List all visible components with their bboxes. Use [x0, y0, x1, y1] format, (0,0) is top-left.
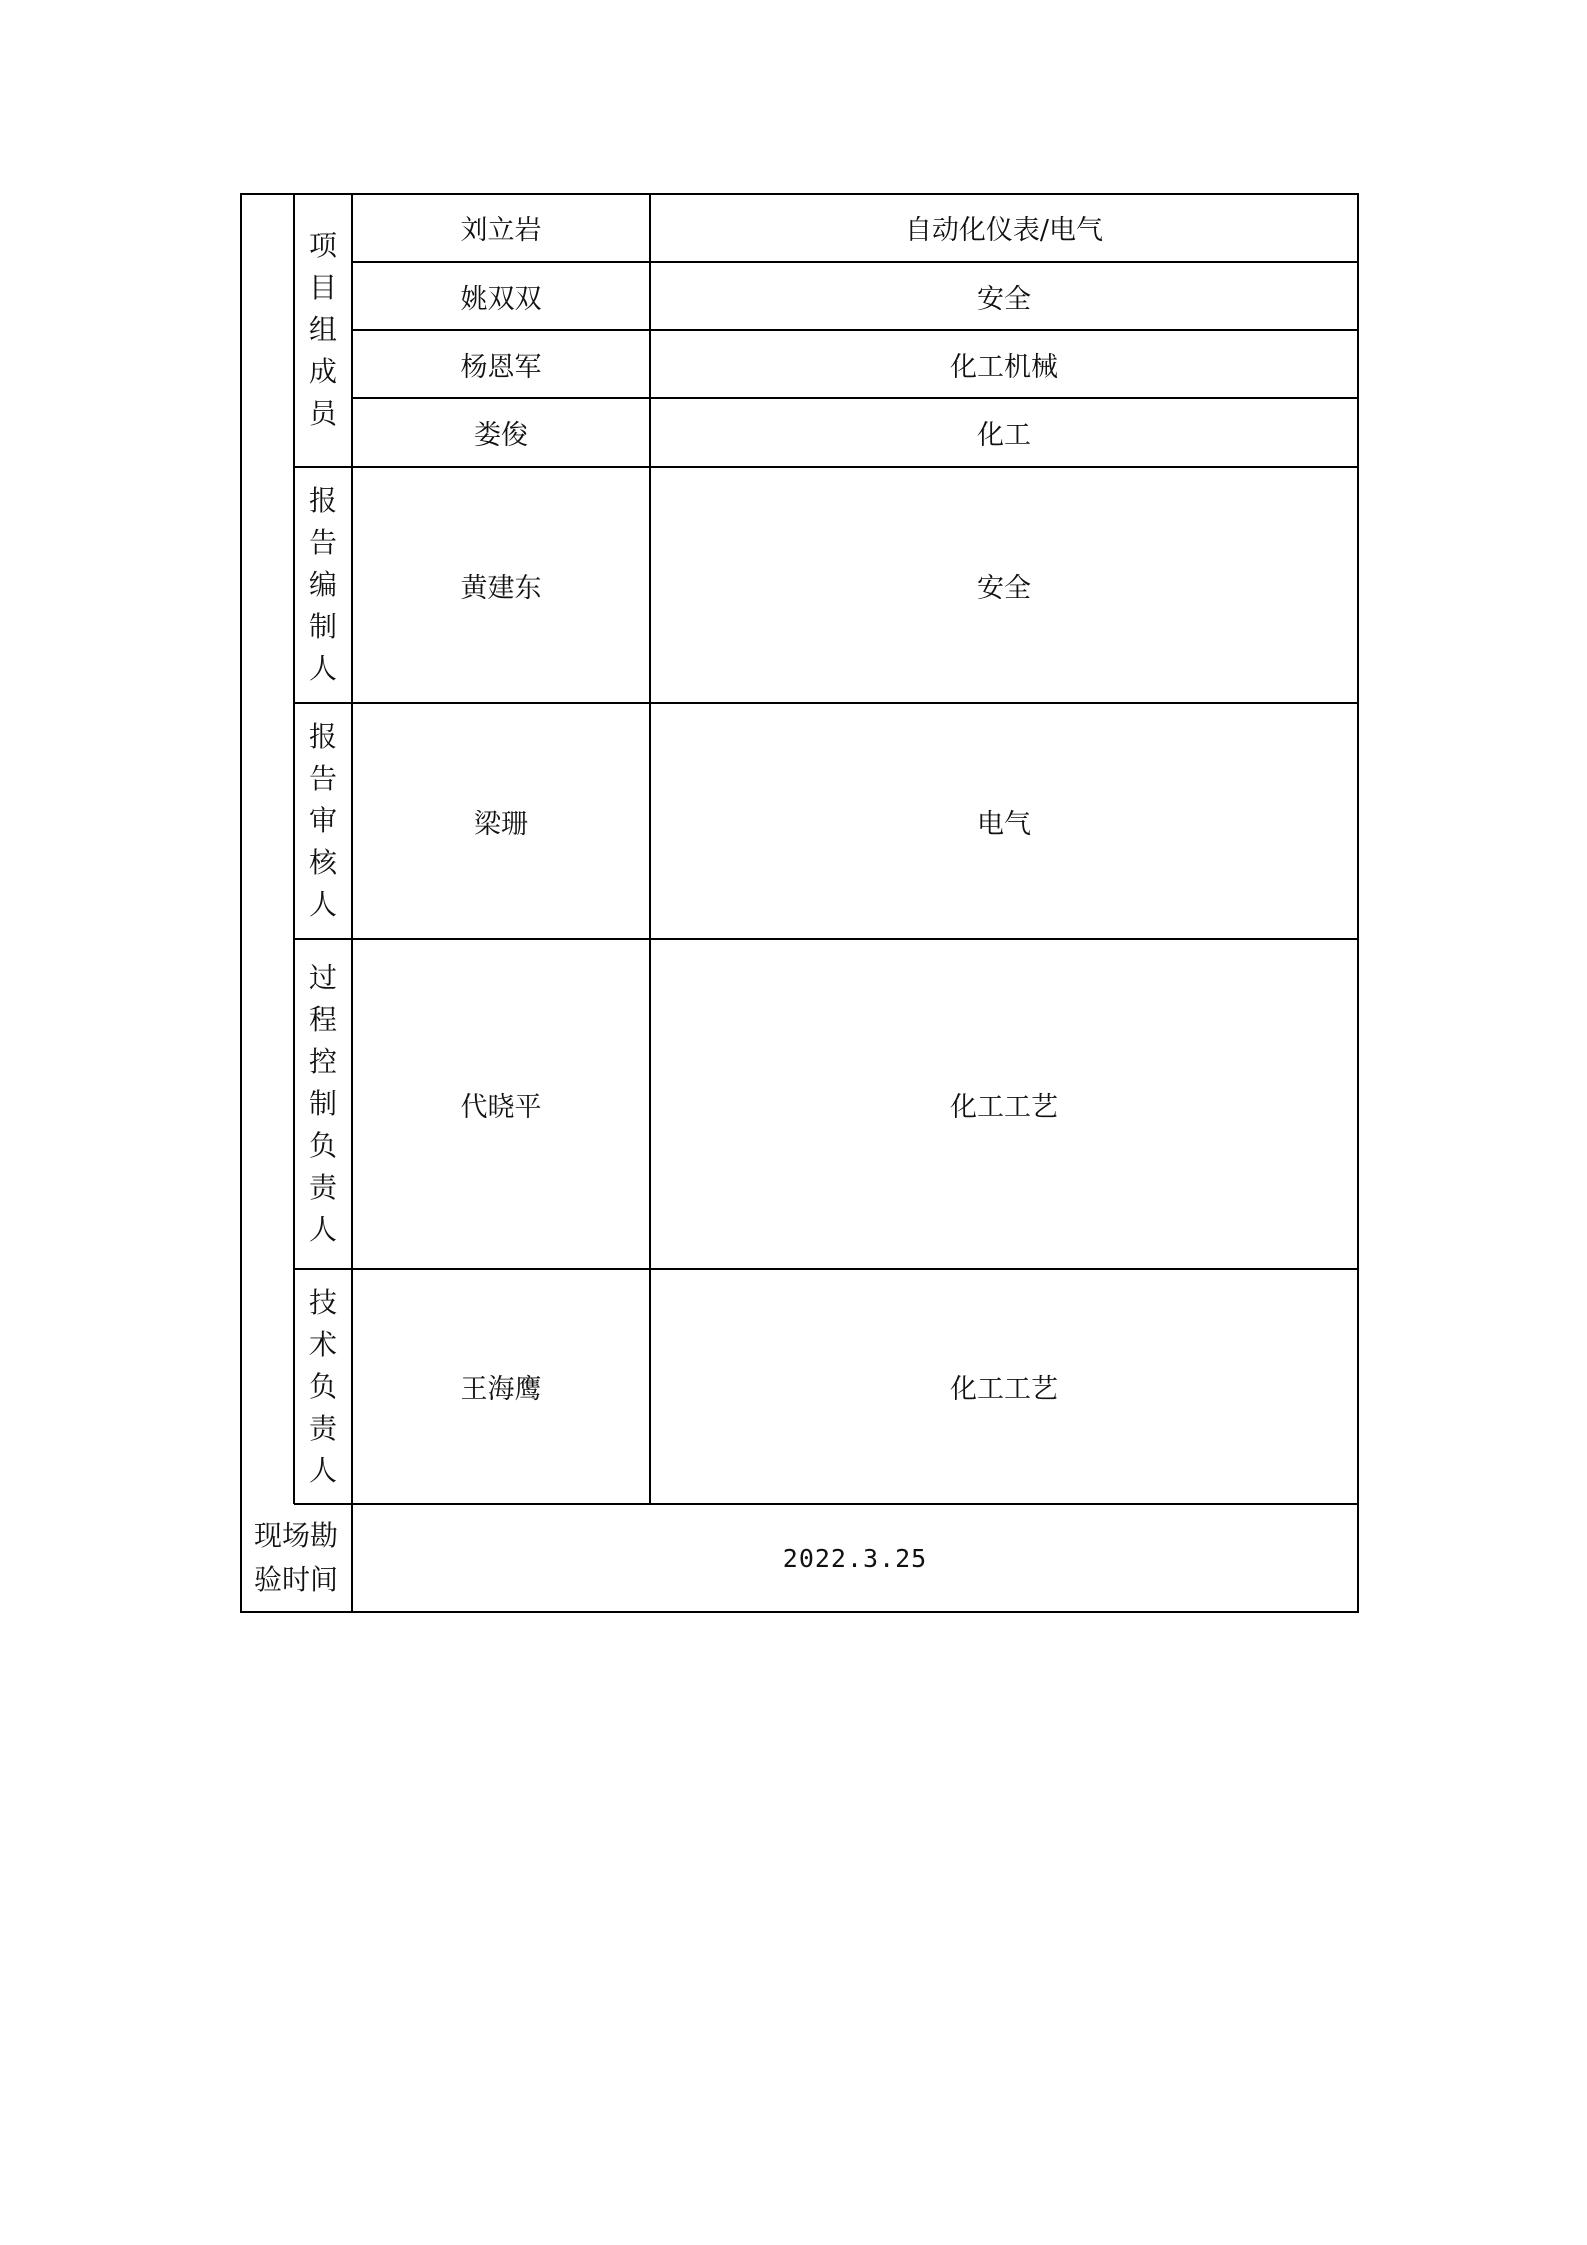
person-specialty: 安全: [977, 572, 1031, 604]
table-border: [240, 1611, 1358, 1613]
table-border: [649, 193, 651, 1504]
person-specialty: 化工机械: [950, 351, 1058, 383]
role-label-char: 人: [308, 1453, 337, 1487]
person-name: 刘立岩: [460, 215, 542, 246]
survey-label-line: 验时间: [253, 1563, 338, 1596]
role-label-char: 负: [308, 1369, 337, 1403]
role-label-char: 编: [308, 568, 337, 601]
survey-label-line: 现场勘: [253, 1519, 338, 1552]
name-cell: [352, 939, 650, 1269]
specialty-cell: [650, 1269, 1358, 1504]
role-label-char: 责: [308, 1171, 337, 1204]
person-name: 王海鹰: [460, 1374, 542, 1405]
name-cell: [352, 262, 650, 330]
role-label-char: 告: [308, 526, 337, 559]
personnel-table: [240, 193, 1358, 1612]
person-name: 娄俊: [474, 420, 528, 451]
person-specialty: 化工工艺: [950, 1091, 1058, 1123]
role-label-char: 责: [308, 1411, 337, 1445]
role-label-char: 员: [308, 397, 337, 430]
specialty-cell: [650, 703, 1358, 939]
role-label-char: 术: [308, 1327, 337, 1361]
person-name: 杨恩军: [460, 351, 542, 383]
name-cell: [352, 703, 650, 939]
person-name: 姚双双: [460, 283, 542, 315]
role-label-char: 人: [308, 652, 337, 685]
survey-date: 2022.3.25: [782, 1543, 928, 1573]
role-label-char: 制: [308, 1087, 337, 1120]
name-cell: [352, 1269, 650, 1504]
person-name: 梁珊: [474, 808, 528, 840]
survey-time-value: [352, 1504, 1358, 1612]
role-label-char: 负: [308, 1129, 337, 1162]
role-label-char: 技: [308, 1285, 337, 1319]
specialty-cell: [650, 398, 1358, 467]
name-cell: [352, 330, 650, 398]
person-specialty: 化工工艺: [950, 1374, 1058, 1405]
role-label-char: 人: [308, 888, 337, 921]
role-label-char: 告: [308, 762, 337, 795]
role-label-char: 控: [308, 1045, 337, 1078]
role-label-char: 制: [308, 610, 337, 643]
role-label-char: 人: [308, 1213, 337, 1246]
specialty-cell: [650, 330, 1358, 398]
role-label: [294, 467, 352, 703]
table-border: [240, 193, 1358, 195]
role-label-char: 组: [308, 313, 337, 346]
role-label: [294, 193, 352, 467]
name-cell: [352, 467, 650, 703]
role-label-char: 审: [308, 804, 337, 837]
person-specialty: 化工: [977, 420, 1031, 451]
table-border: [240, 193, 242, 1612]
person-specialty: 电气: [977, 808, 1031, 840]
specialty-cell: [650, 939, 1358, 1269]
person-specialty: 自动化仪表/电气: [904, 215, 1104, 246]
table-border: [1357, 193, 1359, 1613]
table-border: [351, 193, 353, 1612]
role-label-char: 报: [308, 484, 337, 517]
survey-time-label: [240, 1504, 352, 1612]
name-cell: [352, 193, 650, 262]
person-specialty: 安全: [977, 283, 1031, 315]
role-label-char: 报: [308, 720, 337, 753]
role-label: [294, 939, 352, 1269]
role-label-char: 目: [308, 271, 337, 304]
role-label: [294, 703, 352, 939]
role-label-char: 程: [308, 1003, 337, 1036]
table-border: [293, 193, 295, 1504]
specialty-cell: [650, 467, 1358, 703]
role-label-char: 过: [308, 961, 337, 994]
role-label-char: 成: [308, 355, 337, 388]
name-cell: [352, 398, 650, 467]
role-label-char: 项: [308, 229, 337, 262]
person-name: 黄建东: [460, 572, 542, 604]
role-label: [294, 1269, 352, 1504]
specialty-cell: [650, 262, 1358, 330]
person-name: 代晓平: [460, 1091, 542, 1123]
specialty-cell: [650, 193, 1358, 262]
role-label-char: 核: [308, 846, 337, 879]
